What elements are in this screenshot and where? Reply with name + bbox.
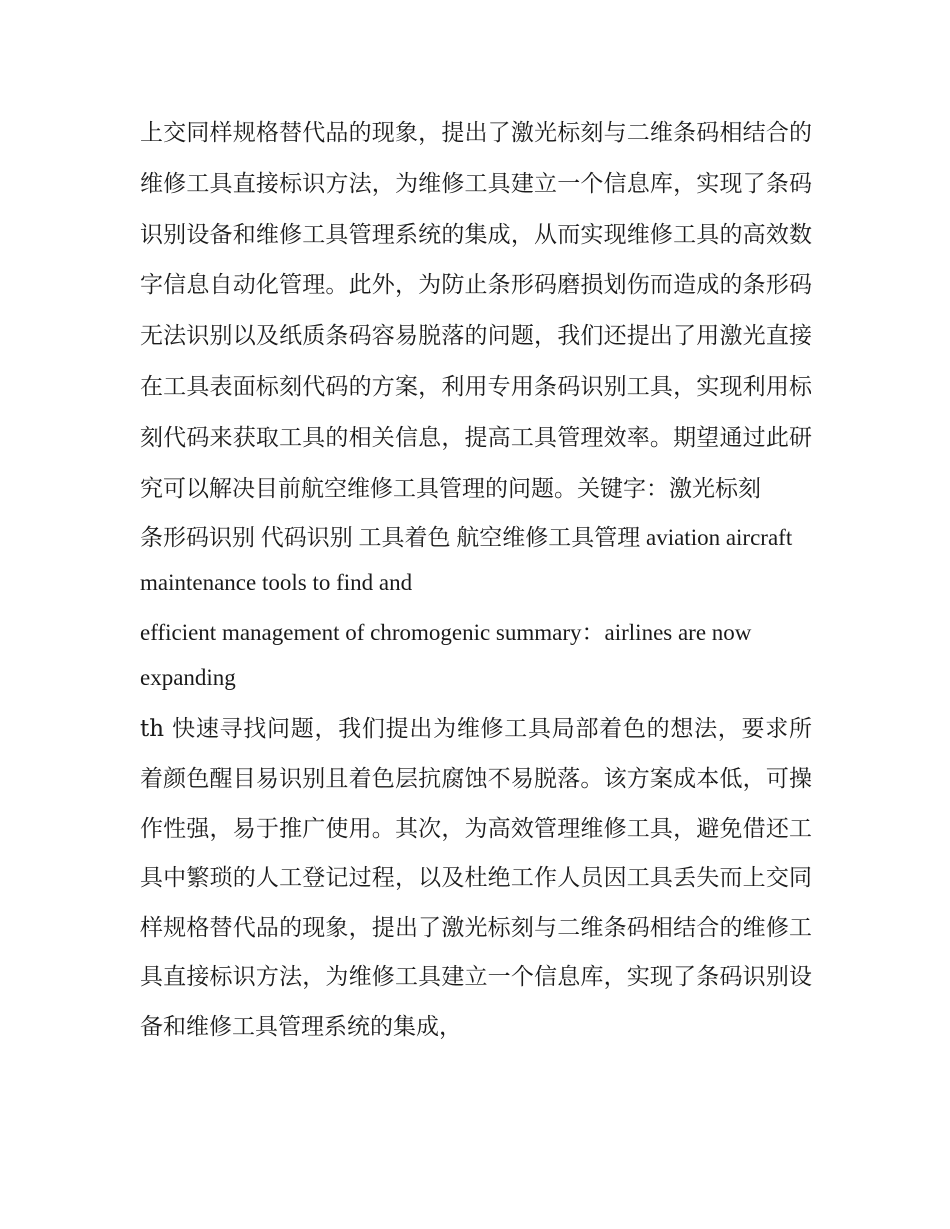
paragraph-continuation: 上交同样规格替代品的现象，提出了激光标刻与二维条码相结合的维修工具直接标识方法，为维修工具建立一个信息库，实现了条码识别设备和维修工具管理系统的集成，从而实现维修工具的高效数字信息自动化管理。此外，为防止条形码磨损划伤而造成的条形码无法识别以及纸质条码容易脱落的问题，我们还提出了用激光直接在工具表面标刻代码的方案，利用专用条码识别工具，实现利用标刻代码来获取工具的相关信息，提高工具管理效率。期望通过此研究可以解决目前航空维修工具管理的问题。关键字：激光标刻 [140,120,812,502]
document-body [140,108,812,1053]
paragraph-keywords: 条形码识别 代码识别 工具着色 航空维修工具管理 aviation aircraft maintenance tools to find and [140,525,793,596]
paragraph-summary-heading: efficient management of chromogenic summary：airlines are now expanding [140,620,752,691]
paragraph-body: th 快速寻找问题，我们提出为维修工具局部着色的想法，要求所着颜色醒目易识别且着色层抗腐蚀不易脱落。该方案成本低，可操作性强，易于推广使用。其次，为高效管理维修工具，避免借还工具中繁琐的人工登记过程，以及杜绝工作人员因工具丢失而上交同样规格替代品的现象，提出了激光标刻与二维条码相结合的维修工具直接标识方法，为维修工具建立一个信息库，实现了条码识别设备和维修工具管理系统的集成， [140,716,812,1040]
